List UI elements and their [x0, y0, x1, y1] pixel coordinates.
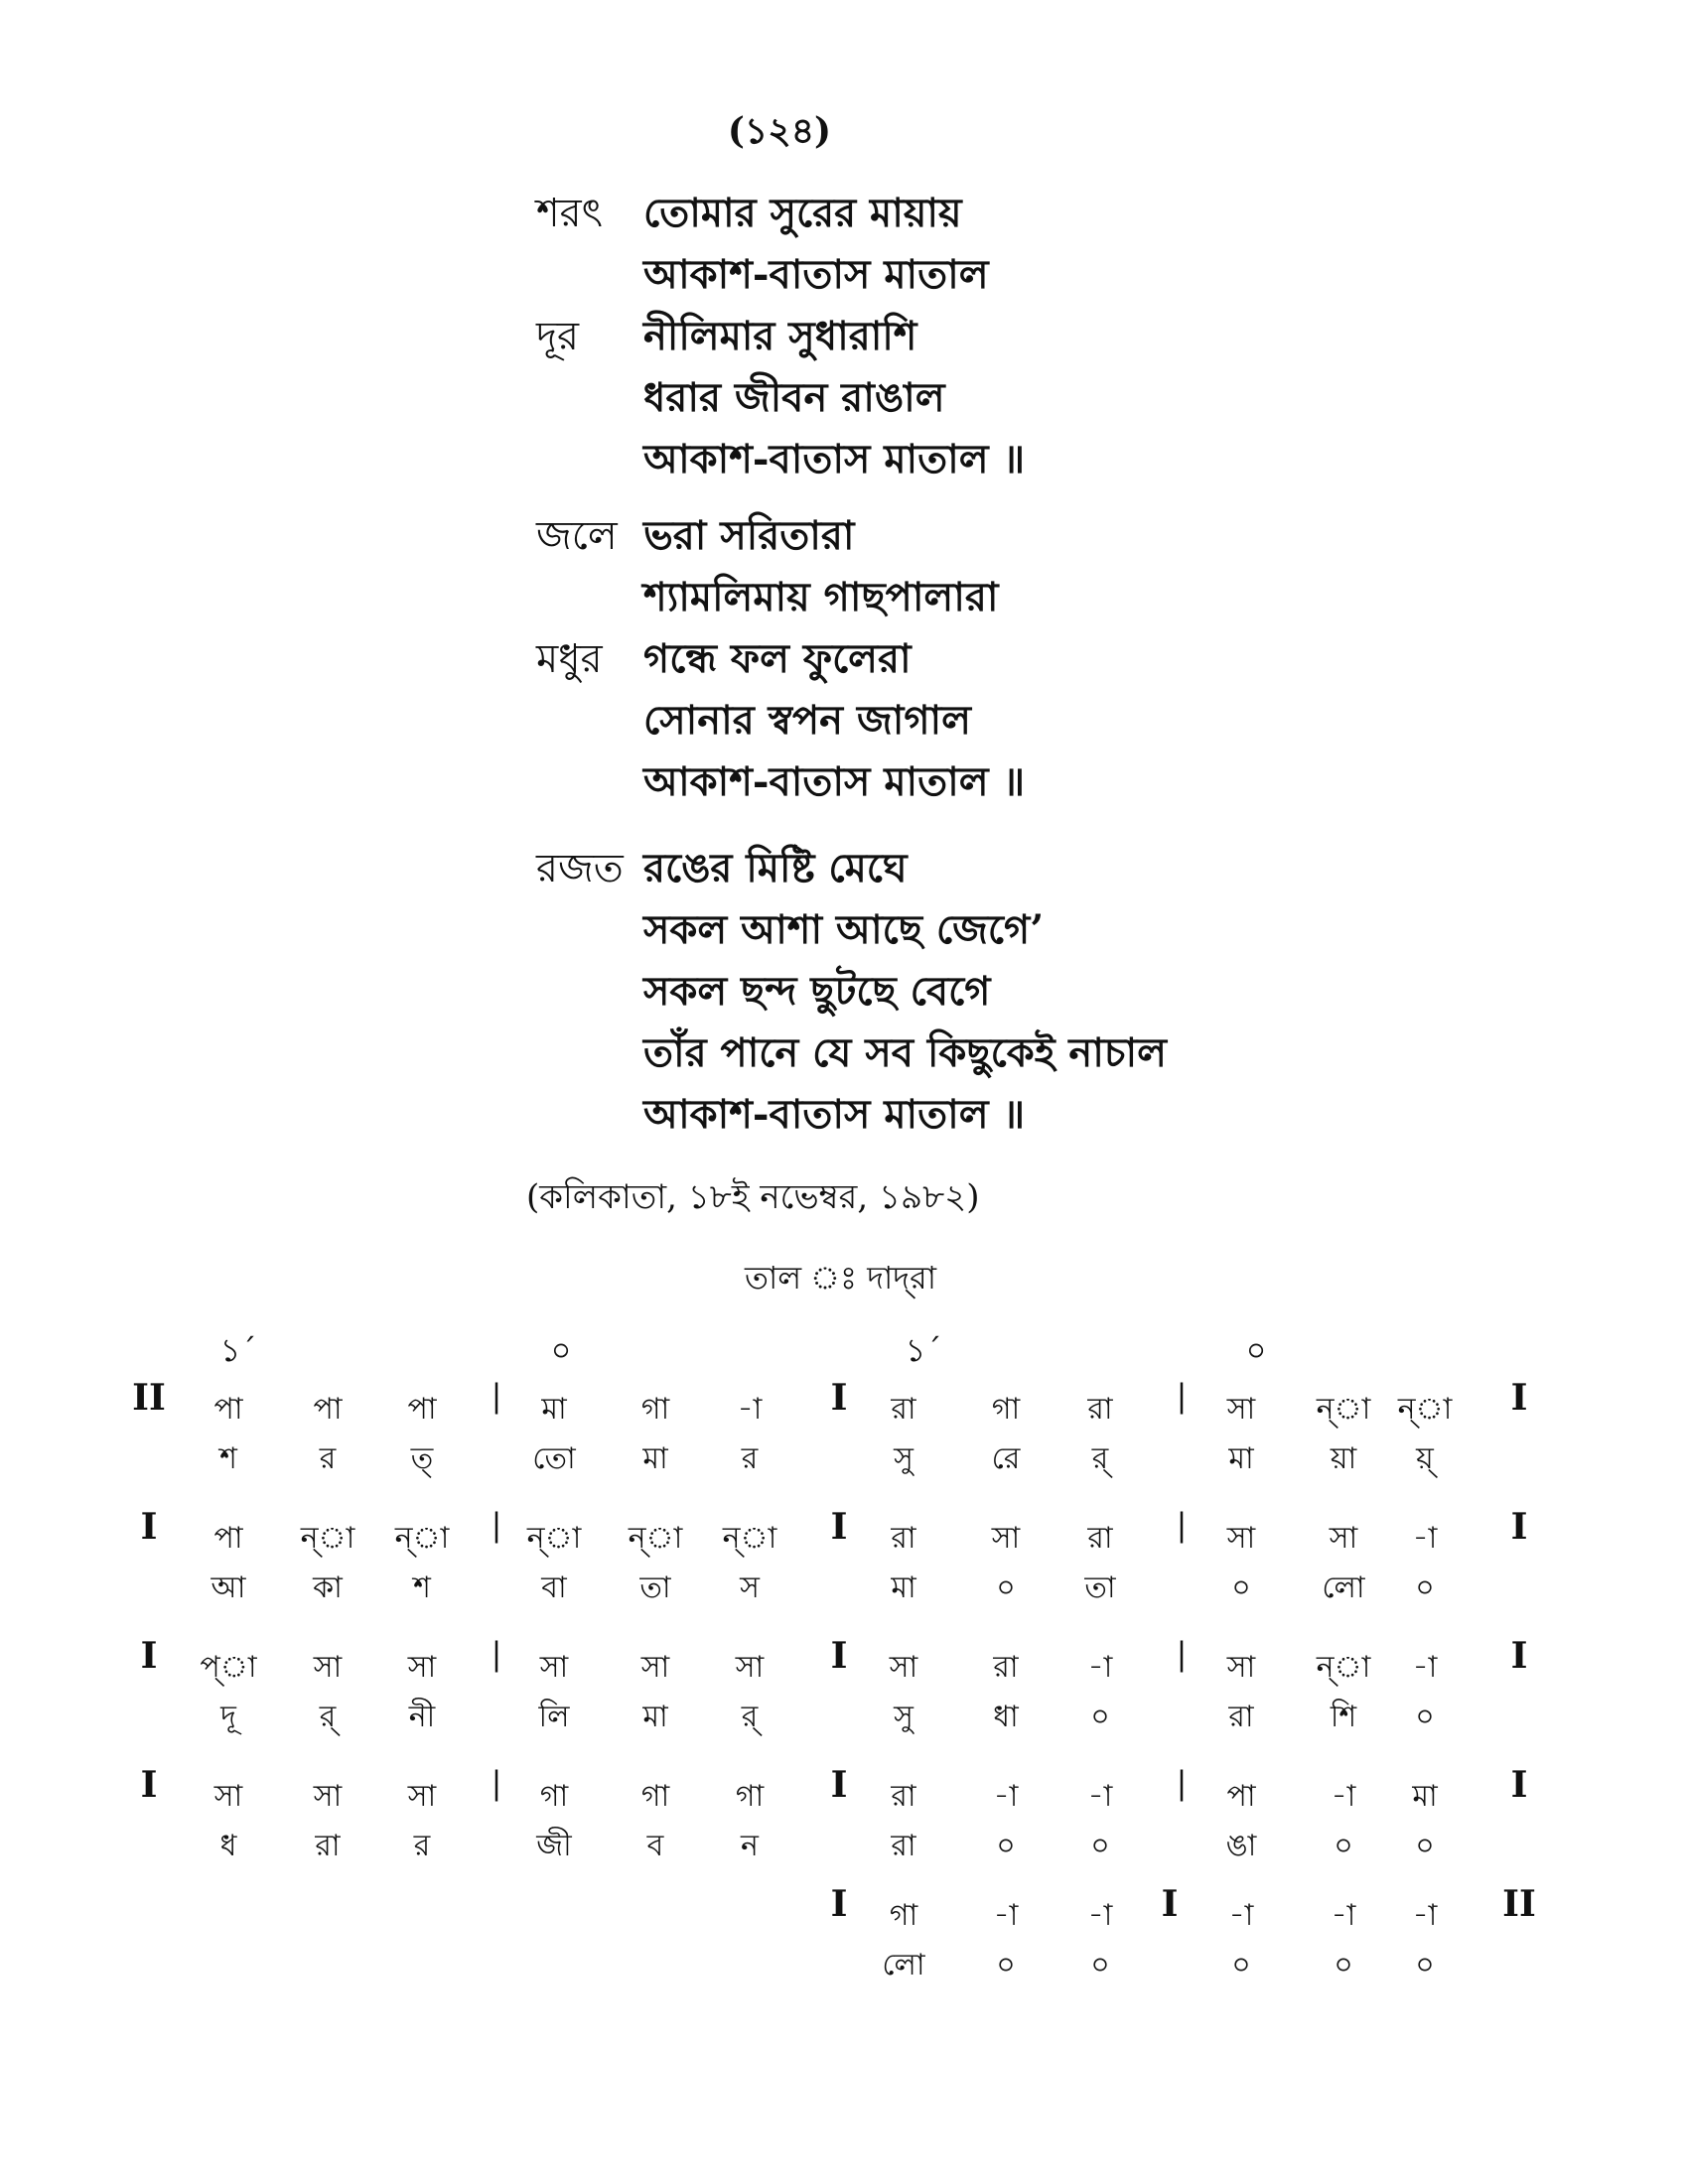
swara-note: -া [1331, 1779, 1356, 1814]
beat-divider: | [1176, 1377, 1188, 1415]
beat-divider: | [491, 1764, 502, 1802]
beat-bar: I [830, 1506, 848, 1548]
swara-note: পা [213, 1392, 243, 1427]
lyric-syllable: র [413, 1829, 431, 1863]
verse-line: আকাশ-বাতাস মাতাল [643, 251, 989, 298]
lyric-syllable: ০ [996, 1570, 1016, 1605]
verse-line: সকল আশা আছে জেগে’ [643, 906, 1045, 953]
beat-divider: | [1176, 1635, 1188, 1673]
beat-bar: I [830, 1764, 848, 1806]
row-end-bar: I [1510, 1635, 1528, 1677]
swara-note: সা [213, 1779, 243, 1814]
lyric-syllable: র্‌ [741, 1700, 759, 1734]
swara-note: মা [541, 1392, 567, 1427]
lyric-syllable: র্‌ [319, 1700, 337, 1734]
lyric-syllable: র্‌ [1091, 1441, 1109, 1476]
taal-label: তাল ঃ দাদ্‌রা [745, 1259, 936, 1297]
swara-note: ন্‌া [1316, 1650, 1371, 1685]
stanza-lead-word: জলে [536, 513, 618, 559]
swara-note: -া [1228, 1898, 1254, 1933]
row-start-bar: I [830, 1883, 848, 1925]
row-start-bar: I [140, 1506, 158, 1548]
verse-line: আকাশ-বাতাস মাতাল ॥ [643, 758, 1026, 805]
swara-note: -া [1087, 1779, 1113, 1814]
swara-note: সা [1226, 1650, 1256, 1685]
row-end-bar: I [1510, 1506, 1528, 1548]
swara-note: ন্‌া [628, 1521, 683, 1556]
dateline: (কলিকাতা, ১৮ই নভেম্বর, ১৯৮২) [526, 1177, 980, 1217]
row-end-bar: I [1510, 1377, 1528, 1419]
beat-bar: I [1161, 1883, 1179, 1925]
lyric-syllable: লো [1322, 1570, 1365, 1605]
lyric-syllable: স [740, 1570, 760, 1605]
stanza-lead-word: মধুর [536, 636, 603, 682]
swara-note: প্‌া [200, 1650, 257, 1685]
lyric-syllable: য়া [1330, 1441, 1357, 1476]
page-number: (১২৪) [727, 110, 832, 152]
verse-line: সকল ছন্দ ছুটছে বেগে [643, 968, 991, 1015]
lyric-syllable: ০ [1090, 1948, 1110, 1982]
lyric-syllable: লি [538, 1700, 570, 1734]
swara-note: -া [993, 1898, 1019, 1933]
lyric-syllable: সু [894, 1700, 914, 1734]
swara-note: সা [313, 1650, 343, 1685]
beat-divider: | [491, 1635, 502, 1673]
swara-note: রা [993, 1650, 1019, 1685]
row-end-bar: I [1510, 1764, 1528, 1806]
verse-line: শ্যামলিমায় গাছপালারা [643, 574, 999, 620]
lyric-syllable: র [319, 1441, 337, 1476]
lyric-syllable: ০ [1334, 1829, 1353, 1863]
swara-note: গা [735, 1779, 765, 1814]
swara-note: সা [407, 1779, 437, 1814]
beat-divider: | [491, 1377, 502, 1415]
swara-note: -া [1331, 1898, 1356, 1933]
swara-note: সা [313, 1779, 343, 1814]
swara-note: রা [1087, 1392, 1113, 1427]
swara-note: ন্‌া [300, 1521, 355, 1556]
lyric-syllable: মা [891, 1570, 916, 1605]
lyric-syllable: ঙা [1225, 1829, 1257, 1863]
swara-note: পা [1226, 1779, 1256, 1814]
verse-line: তাঁর পানে যে সব কিছুকেই নাচাল [643, 1029, 1167, 1076]
swara-note: সা [1329, 1521, 1358, 1556]
swara-note: -া [1087, 1898, 1113, 1933]
swara-note: -া [1412, 1898, 1438, 1933]
lyric-syllable: ০ [1415, 1570, 1435, 1605]
swara-note: পা [313, 1392, 343, 1427]
lyric-syllable: ০ [1334, 1948, 1353, 1982]
swara-note: -া [737, 1392, 763, 1427]
lyric-syllable: শ [413, 1570, 431, 1605]
swara-note: গা [640, 1392, 670, 1427]
lyric-syllable: সু [894, 1441, 914, 1476]
row-start-bar: II [132, 1377, 166, 1419]
row-end-bar: II [1502, 1883, 1536, 1925]
beat-mark: ১´ [905, 1331, 942, 1369]
lyric-syllable: ০ [1415, 1948, 1435, 1982]
stanza-lead-word: দূর [536, 314, 580, 359]
lyric-syllable: তা [1084, 1570, 1116, 1605]
lyric-syllable: ০ [996, 1829, 1016, 1863]
lyric-syllable: রা [891, 1829, 916, 1863]
lyric-syllable: রা [315, 1829, 341, 1863]
lyric-syllable: শ [219, 1441, 237, 1476]
swara-note: সা [640, 1650, 670, 1685]
lyric-syllable: জী [536, 1829, 572, 1863]
swara-note: -া [1412, 1521, 1438, 1556]
swara-note: ন্‌া [1397, 1392, 1453, 1427]
beat-mark: ১´ [219, 1331, 257, 1369]
verse-line: তোমার সুরের মায়ায় [643, 190, 962, 236]
verse-line: ভরা সরিতারা [643, 512, 855, 559]
lyric-syllable: মা [642, 1441, 668, 1476]
verse-line: ধরার জীবন রাঙাল [643, 374, 945, 421]
stanza-lead-word: রজত [536, 846, 624, 891]
beat-divider: | [491, 1506, 502, 1544]
swara-note: -া [1412, 1650, 1438, 1685]
lyric-syllable: ধা [993, 1700, 1019, 1734]
swara-note: গা [539, 1779, 569, 1814]
swara-note: রা [891, 1392, 916, 1427]
lyric-syllable: ন [741, 1829, 759, 1863]
lyric-syllable: লো [882, 1948, 925, 1982]
lyric-syllable: তা [639, 1570, 671, 1605]
lyric-syllable: নী [408, 1700, 436, 1734]
swara-note: রা [1087, 1521, 1113, 1556]
lyric-syllable: ০ [1415, 1829, 1435, 1863]
verse-line: আকাশ-বাতাস মাতাল ॥ [643, 436, 1026, 482]
lyric-syllable: র [741, 1441, 759, 1476]
lyric-syllable: ০ [996, 1948, 1016, 1982]
stanza-lead-word: শরৎ [536, 191, 604, 236]
swara-note: সা [407, 1650, 437, 1685]
lyric-syllable: বা [541, 1570, 567, 1605]
lyric-syllable: ব [646, 1829, 664, 1863]
swara-note: রা [891, 1779, 916, 1814]
swara-note: সা [1226, 1521, 1256, 1556]
lyric-syllable: য়্‌ [1416, 1441, 1434, 1476]
swara-note: রা [891, 1521, 916, 1556]
lyric-syllable: রা [1228, 1700, 1254, 1734]
swara-note: সা [539, 1650, 569, 1685]
lyric-syllable: মা [642, 1700, 668, 1734]
swara-note: সা [991, 1521, 1021, 1556]
lyric-syllable: ধ [219, 1829, 237, 1863]
lyric-syllable: ০ [1231, 1570, 1251, 1605]
swara-note: সা [889, 1650, 918, 1685]
row-start-bar: I [140, 1635, 158, 1677]
lyric-syllable: তো [532, 1441, 576, 1476]
swara-note: পা [407, 1392, 437, 1427]
swara-note: সা [735, 1650, 765, 1685]
swara-note: গা [640, 1779, 670, 1814]
verse-line: আকাশ-বাতাস মাতাল ॥ [643, 1091, 1026, 1138]
verse-line: রঙের মিষ্টি মেঘে [643, 845, 908, 891]
lyric-syllable: মা [1228, 1441, 1254, 1476]
row-start-bar: I [140, 1764, 158, 1806]
swara-note: -া [993, 1779, 1019, 1814]
beat-divider: | [1176, 1506, 1188, 1544]
verse-line: সোনার স্বপন জাগাল [643, 697, 971, 744]
beat-bar: I [830, 1635, 848, 1677]
swara-note: ন্‌া [394, 1521, 450, 1556]
swara-note: গা [991, 1392, 1021, 1427]
lyric-syllable: ০ [1090, 1829, 1110, 1863]
swara-note: ন্‌া [1316, 1392, 1371, 1427]
verse-line: নীলিমার সুধারাশি [643, 313, 917, 359]
beat-mark: ০ [1245, 1331, 1267, 1369]
lyric-syllable: শি [1330, 1700, 1357, 1734]
swara-note: গা [889, 1898, 918, 1933]
swara-note: -া [1087, 1650, 1113, 1685]
swara-note: ন্‌া [526, 1521, 582, 1556]
lyric-syllable: ত্‌ [410, 1441, 434, 1476]
lyric-syllable: ০ [1090, 1700, 1110, 1734]
lyric-syllable: ০ [1415, 1700, 1435, 1734]
swara-note: সা [1226, 1392, 1256, 1427]
beat-mark: ০ [550, 1331, 572, 1369]
lyric-syllable: রে [991, 1441, 1021, 1476]
lyric-syllable: কা [313, 1570, 343, 1605]
lyric-syllable: আ [211, 1570, 246, 1605]
lyric-syllable: ০ [1231, 1948, 1251, 1982]
verse-line: গন্ধে ফল ফুলেরা [643, 635, 912, 682]
swara-note: মা [1412, 1779, 1438, 1814]
swara-note: পা [213, 1521, 243, 1556]
beat-bar: I [830, 1377, 848, 1419]
beat-divider: | [1176, 1764, 1188, 1802]
lyric-syllable: দূ [220, 1700, 236, 1734]
swara-note: ন্‌া [722, 1521, 777, 1556]
